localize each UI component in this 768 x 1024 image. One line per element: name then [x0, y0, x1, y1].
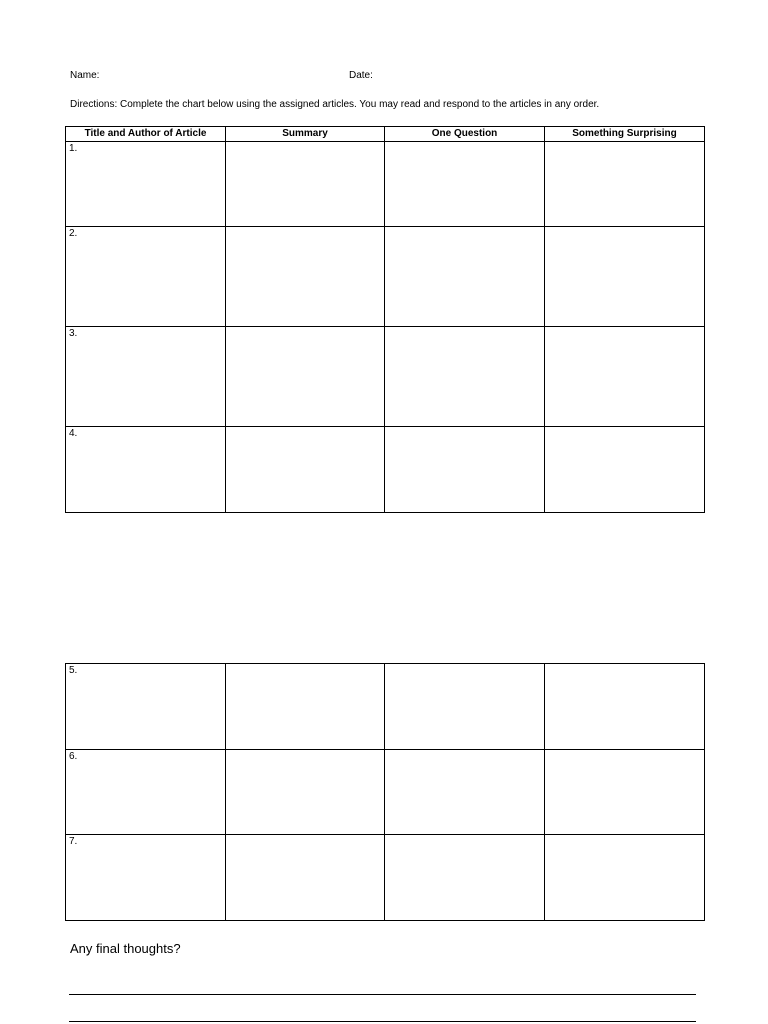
table-row [66, 664, 705, 750]
surprising-cell[interactable] [545, 227, 705, 327]
row-number-cell[interactable]: 2. [66, 227, 226, 327]
column-header-summary: Summary [226, 127, 385, 142]
row-number-cell[interactable]: 4. [66, 427, 226, 513]
column-header-title-author: Title and Author of Article [66, 127, 226, 142]
row-number-cell[interactable]: 6. [66, 750, 226, 835]
summary-cell[interactable] [226, 427, 385, 513]
surprising-cell[interactable] [545, 142, 705, 227]
article-chart-top [65, 126, 705, 513]
summary-cell[interactable] [226, 327, 385, 427]
row-number-cell[interactable]: 5. [66, 664, 226, 750]
surprising-cell[interactable] [545, 327, 705, 427]
summary-cell[interactable] [226, 142, 385, 227]
summary-cell[interactable] [226, 227, 385, 327]
summary-cell[interactable] [226, 835, 385, 921]
question-cell[interactable] [385, 327, 545, 427]
row-number-cell[interactable]: 1. [66, 142, 226, 227]
table-row [66, 835, 705, 921]
chart-header-row [66, 127, 705, 142]
surprising-cell[interactable] [545, 427, 705, 513]
surprising-cell[interactable] [545, 835, 705, 921]
table-row [66, 327, 705, 427]
question-cell[interactable] [385, 835, 545, 921]
question-cell[interactable] [385, 142, 545, 227]
table-row [66, 142, 705, 227]
directions-text: Directions: Complete the chart below using the assigned articles. You may read and respond to the articles in any order. [70, 99, 600, 110]
summary-cell[interactable] [226, 664, 385, 750]
answer-line[interactable] [69, 994, 696, 995]
table-row [66, 750, 705, 835]
surprising-cell[interactable] [545, 750, 705, 835]
question-cell[interactable] [385, 227, 545, 327]
column-header-something-surprising: Something Surprising [545, 127, 705, 142]
answer-line[interactable] [69, 1021, 696, 1022]
column-header-one-question: One Question [385, 127, 545, 142]
surprising-cell[interactable] [545, 664, 705, 750]
table-row [66, 427, 705, 513]
article-chart-bottom [65, 663, 705, 921]
date-label: Date: [349, 70, 373, 81]
table-row [66, 227, 705, 327]
summary-cell[interactable] [226, 750, 385, 835]
question-cell[interactable] [385, 664, 545, 750]
question-cell[interactable] [385, 427, 545, 513]
row-number-cell[interactable]: 7. [66, 835, 226, 921]
final-thoughts-prompt: Any final thoughts? [70, 941, 181, 956]
question-cell[interactable] [385, 750, 545, 835]
row-number-cell[interactable]: 3. [66, 327, 226, 427]
name-label: Name: [70, 70, 100, 81]
